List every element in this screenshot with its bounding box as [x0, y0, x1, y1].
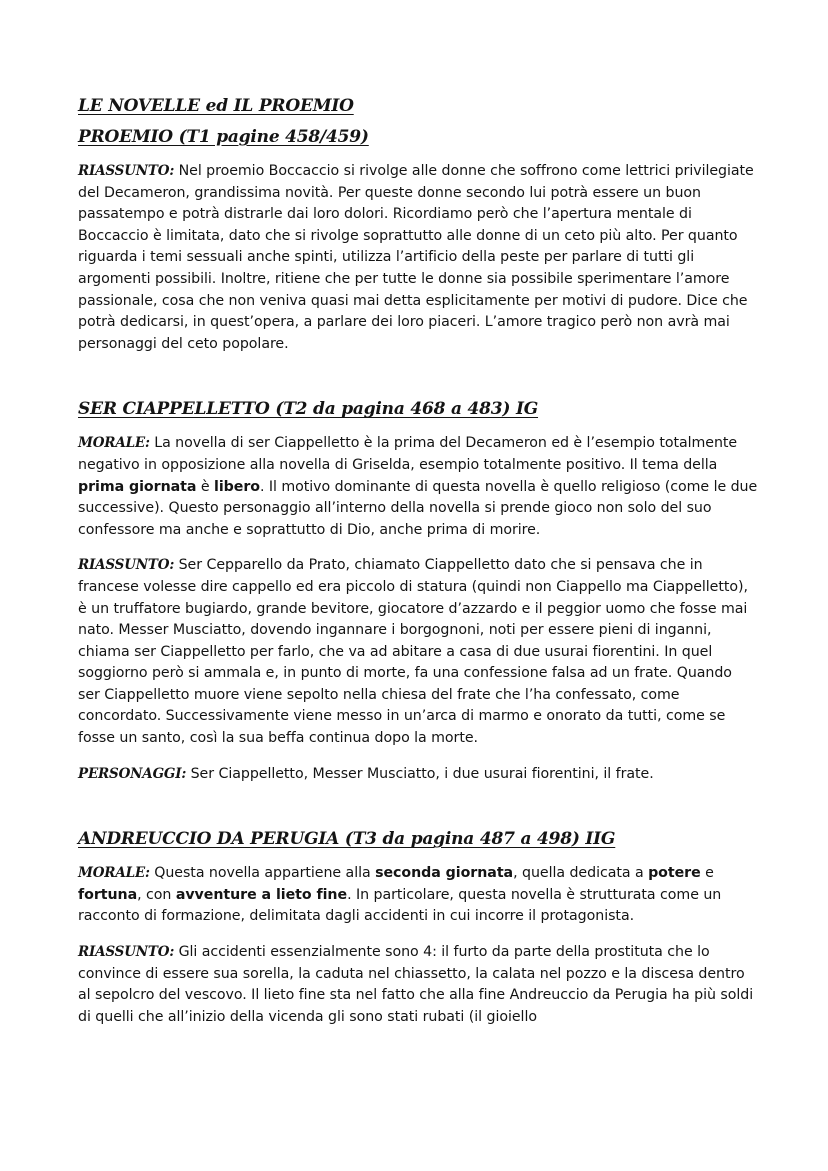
- bold-text: prima giornata: [78, 478, 197, 495]
- paragraph-text: Ser Cepparello da Prato, chiamato Ciappelletto dato che si pensava che in francese volesse dire cappello ed era piccolo di statura (quindi non Ciappello ma Ciappelletto), è un truffatore bugiardo, grande bevitore, giocatore d’azzardo e il peggior uomo che fosse mai nato. Messer Musciatto, dovendo ingannare i borgognoni, noti per essere pieni di inganni, chiama ser Ciappelletto per farlo, che va ad abitare a casa di due usurai fiorentini. In quel soggiorno però si ammala e, in punto di morte, fa una confessione falsa ad un frate. Quando ser Ciappelletto muore viene sepolto nella chiesa del frate che l’ha confessato, come concordato. Successivamente viene messo in un’arca di marmo e onorato da tutti, come se fosse un santo, così la sua beffa continua dopo la morte.: [78, 557, 748, 747]
- paragraph-text: , con: [137, 886, 176, 903]
- paragraph-text: è: [196, 478, 215, 495]
- paragraph-text: Nel proemio Boccaccio si rivolge alle donne che soffrono come lettrici privilegiate del Decameron, grandissima novità. Per queste donne secondo lui potrà essere un buon passatempo e potrà distrarle dai loro dolori. Ricordiamo però che l’apertura mentale di Boccaccio è limitata, dato che si rivolge soprattutto alle donne di un ceto più alto. Per quanto riguarda i temi sessuali anche spinti, utilizza l’artificio della peste per parlare di tutti gli argomenti possibili. Inoltre, ritiene che per tutte le donne sia possibile sperimentare l’amore passionale, cosa che non veniva quasi mai detta esplicitamente per motivi di pudore. Dice che potrà dedicarsi, in quest’opera, a parlare dei loro piaceri. L’amore tragico però non avrà mai personaggi del ceto popolare.: [78, 163, 754, 352]
- paragraph-text: Gli accidenti essenzialmente sono 4: il furto da parte della prostituta che lo convince di essere sua sorella, la caduta nel chiassetto, la calata nel pozzo e la discesa dentro al sepolcro del vescovo. Il lieto fine sta nel fatto che alla fine Andreuccio da Perugia ha più soldi di quelli che all’inizio della vicenda gli sono stati rubati (il gioiello: [78, 944, 754, 1025]
- section-heading: ANDREUCCIO DA PERUGIA (T3 da pagina 487 a 498) IIG: [78, 829, 616, 850]
- paragraph-morale: [78, 863, 758, 928]
- paragraph-label: MORALE:: [78, 435, 150, 452]
- document-page: [78, 96, 758, 1028]
- paragraph-label: RIASSUNTO:: [78, 163, 175, 179]
- paragraph-text: La novella di ser Ciappelletto è la prima del Decameron ed è l’esempio totalmente negativo in opposizione alla novella di Griselda, esempio totalmente positivo. Il tema della: [78, 435, 738, 473]
- paragraph-text: e: [700, 865, 714, 882]
- paragraph-morale: [78, 433, 758, 541]
- paragraph-label: RIASSUNTO:: [78, 557, 175, 574]
- section-proemio: [78, 127, 758, 355]
- paragraph-text: . In particolare, questa novella è strutturata come un racconto di formazione, delimitata dagli accidenti in cui incorre il protagonista.: [78, 886, 722, 925]
- paragraph-riassunto: [78, 555, 758, 749]
- paragraph-text: . Il motivo dominante di questa novella è quello religioso (come le due successive). Questo personaggio all’interno della novella si prende gioco non solo del suo confessore ma anche e soprattutto di Dio, anche prima di morire.: [78, 478, 758, 538]
- paragraph-text: Questa novella appartiene alla: [149, 865, 376, 882]
- bold-text: potere: [648, 865, 701, 882]
- section-ser-ciappelletto: [78, 399, 758, 785]
- paragraph-label: MORALE:: [78, 865, 150, 882]
- paragraph-text: , quella dedicata a: [513, 865, 649, 882]
- paragraph-riassunto: [78, 942, 758, 1028]
- section-heading: PROEMIO (T1 pagine 458/459): [78, 127, 369, 147]
- bold-text: seconda giornata: [375, 865, 514, 882]
- bold-text: avventure a lieto fine: [175, 886, 348, 903]
- document-title: LE NOVELLE ed IL PROEMIO: [78, 96, 354, 116]
- paragraph-text: Ser Ciappelletto, Messer Musciatto, i due usurai fiorentini, il frate.: [186, 765, 654, 782]
- bold-text: fortuna: [78, 886, 138, 903]
- paragraph-riassunto: [78, 161, 758, 355]
- paragraph-label: RIASSUNTO:: [78, 944, 175, 961]
- section-heading: SER CIAPPELLETTO (T2 da pagina 468 a 483) IG: [78, 399, 539, 420]
- section-andreuccio: [78, 829, 758, 1028]
- bold-text: libero: [214, 478, 260, 495]
- paragraph-label: PERSONAGGI:: [78, 765, 187, 782]
- paragraph-personaggi: [78, 764, 758, 786]
